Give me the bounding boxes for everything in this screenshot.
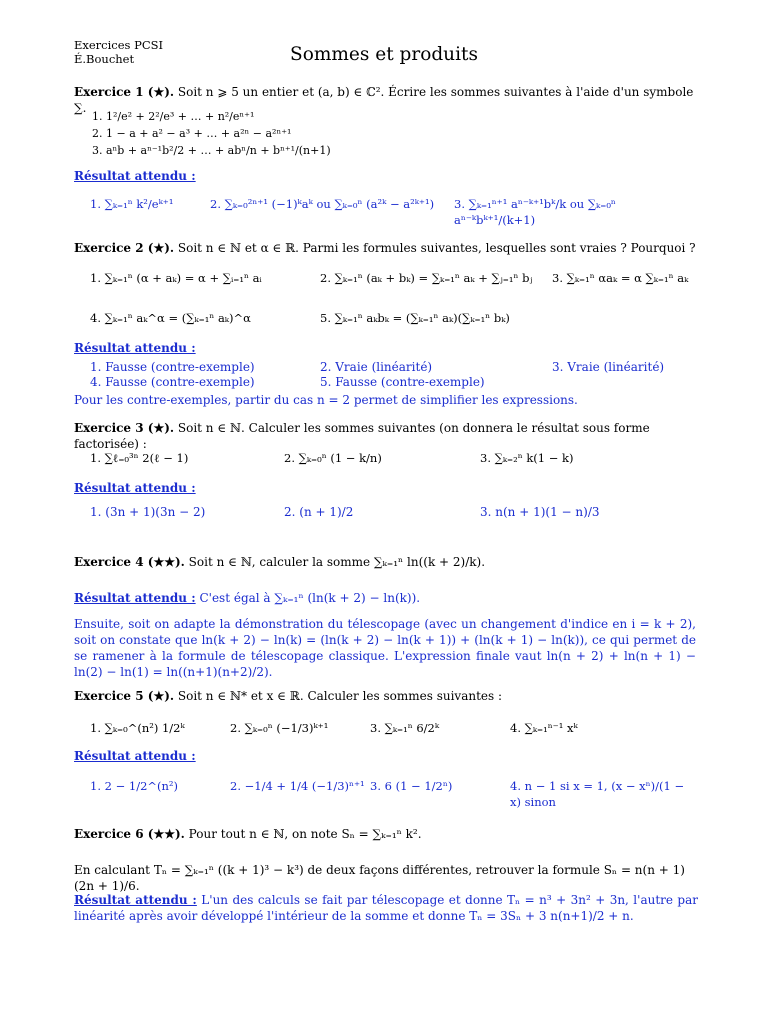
answer-3: 3. ∑ₖ₌₁ⁿ⁺¹ aⁿ⁻ᵏ⁺¹bᵏ/k ou ∑ₖ₌₀ⁿ aⁿ⁻ᵏbᵏ⁺¹/(k+1)	[454, 197, 616, 227]
result-label: Résultat attendu :	[74, 481, 196, 495]
answer-3: 3. Vraie (linéarité)	[552, 360, 665, 374]
exercise-item: 2. ∑ₖ₌₁ⁿ (aₖ + bₖ) = ∑ₖ₌₁ⁿ aₖ + ∑ⱼ₌₁ⁿ bⱼ	[320, 271, 533, 285]
answer-5: 5. Fausse (contre-exemple)	[320, 375, 485, 389]
exercise-item: 2. ∑ₖ₌₀ⁿ (−1/3)ᵏ⁺¹	[230, 721, 329, 735]
exercise-statement: Soit n ∈ ℕ, calculer la somme ∑ₖ₌₁ⁿ ln((k + 2)/k).	[188, 555, 486, 569]
answer-1: 1. ∑ₖ₌₁ⁿ k²/eᵏ⁺¹	[90, 197, 174, 211]
answer-3: 3. 6 (1 − 1/2ⁿ)	[370, 779, 453, 793]
exercise-heading: Exercice 1 (★).	[74, 85, 175, 99]
result-label: Résultat attendu :	[74, 749, 196, 763]
exercise-statement-2: En calculant Tₙ = ∑ₖ₌₁ⁿ ((k + 1)³ − k³) de deux façons différentes, retrouver la formule Sₙ = n(n + 1)(2n + 1)/6.	[74, 863, 685, 893]
result-label: Résultat attendu :	[74, 591, 196, 605]
answer-1: 1. Fausse (contre-exemple)	[90, 360, 255, 374]
exercise-heading: Exercice 5 (★).	[74, 689, 175, 703]
exercise-statement: Soit n ∈ ℕ et α ∈ ℝ. Parmi les formules suivantes, lesquelles sont vraies ? Pourquoi ?	[177, 241, 696, 255]
course-name: Exercices PCSI	[74, 38, 164, 52]
note: Pour les contre-exemples, partir du cas n = 2 permet de simplifier les expressions.	[74, 393, 578, 407]
page-title: Sommes et produits	[290, 44, 478, 65]
exercise-statement: Soit n ∈ ℕ. Calculer les sommes suivantes (on donnera le résultat sous forme factorisée) :	[74, 421, 650, 451]
exercise-item: 4. ∑ₖ₌₁ⁿ aₖ^α = (∑ₖ₌₁ⁿ aₖ)^α	[90, 311, 251, 325]
exercise-item: 1. ∑ₖ₌₀^(n²) 1/2ᵏ	[90, 721, 185, 735]
answer-2: 2. ∑ₖ₌₀²ⁿ⁺¹ (−1)ᵏaᵏ ou ∑ₖ₌₀ⁿ (a²ᵏ − a²ᵏ⁺¹)	[210, 197, 435, 211]
exercise-heading: Exercice 2 (★).	[74, 241, 175, 255]
exercise-item: 5. ∑ₖ₌₁ⁿ aₖbₖ = (∑ₖ₌₁ⁿ aₖ)(∑ₖ₌₁ⁿ bₖ)	[320, 311, 510, 325]
answer-4: 4. Fausse (contre-exemple)	[90, 375, 255, 389]
answer-2: 2. Vraie (linéarité)	[320, 360, 433, 374]
exercise-statement: Soit n ⩾ 5 un entier et (a, b) ∈ ℂ². Écrire les sommes suivantes à l'aide d'un symbole ∑.	[74, 85, 694, 115]
answer-1: 1. (3n + 1)(3n − 2)	[90, 505, 206, 519]
exercise-item: 4. ∑ₖ₌₁ⁿ⁻¹ xᵏ	[510, 721, 578, 735]
answer-4: 4. n − 1 si x = 1, (x − xⁿ)/(1 − x) sinon	[510, 779, 685, 809]
answer-3: 3. n(n + 1)(1 − n)/3	[480, 505, 600, 519]
exercise-item: 3. aⁿb + aⁿ⁻¹b²/2 + … + abⁿ/n + bⁿ⁺¹/(n+1)	[92, 144, 331, 157]
exercise-item: 2. 1 − a + a² − a³ + … + a²ⁿ − a²ⁿ⁺¹	[92, 127, 292, 140]
result-label: Résultat attendu :	[74, 893, 197, 907]
result-label: Résultat attendu :	[74, 341, 196, 355]
result-label: Résultat attendu :	[74, 169, 196, 183]
answer-body: Ensuite, soit on adapte la démonstration du télescopage (avec un changement d'indice en i = k + 2), soit on constate que ln(k + 2) − ln(k) = (ln(k + 2) − ln(k + 1)) + (ln(k + 1) − ln(k)), ce qui permet de se ramener à la formule de télescopage classique. L'expression finale vaut ln(n + 2) + ln(n + 1) − ln(2) − ln(1) = ln((n+1)(n+2)/2).	[74, 617, 696, 679]
exercise-statement: Soit n ∈ ℕ* et x ∈ ℝ. Calculer les sommes suivantes :	[177, 689, 503, 703]
exercise-statement: Pour tout n ∈ ℕ, on note Sₙ = ∑ₖ₌₁ⁿ k².	[188, 827, 422, 841]
answer-2: 2. −1/4 + 1/4 (−1/3)ⁿ⁺¹	[230, 779, 365, 793]
exercise-item: 3. ∑ₖ₌₁ⁿ 6/2ᵏ	[370, 721, 440, 735]
exercise-item: 1. ∑ₖ₌₁ⁿ (α + aₖ) = α + ∑ᵢ₌₁ⁿ aᵢ	[90, 271, 262, 285]
exercise-items	[92, 108, 331, 159]
exercise-item: 3. ∑ₖ₌₂ⁿ k(1 − k)	[480, 451, 574, 465]
exercise-item: 1. ∑ℓ₌₀³ⁿ 2(ℓ − 1)	[90, 451, 189, 465]
exercise-item: 1. 1²/e² + 2²/e³ + … + n²/eⁿ⁺¹	[92, 110, 255, 123]
exercise-heading: Exercice 4 (★★).	[74, 555, 185, 569]
exercise-item: 3. ∑ₖ₌₁ⁿ αaₖ = α ∑ₖ₌₁ⁿ aₖ	[552, 271, 689, 285]
answer-intro: C'est égal à ∑ₖ₌₁ⁿ (ln(k + 2) − ln(k)).	[199, 591, 421, 605]
answer-1: 1. 2 − 1/2^(n²)	[90, 779, 179, 793]
exercise-heading: Exercice 6 (★★).	[74, 827, 185, 841]
answer: L'un des calculs se fait par télescopage et donne Tₙ = n³ + 3n² + 3n, l'autre par linéarité après avoir développé l'intérieur de la somme et donne Tₙ = 3Sₙ + 3 n(n+1)/2 + n.	[74, 893, 698, 923]
exercise-heading: Exercice 3 (★).	[74, 421, 175, 435]
exercise-item: 2. ∑ₖ₌₀ⁿ (1 − k/n)	[284, 451, 382, 465]
author-name: É.Bouchet	[74, 52, 135, 66]
answer-2: 2. (n + 1)/2	[284, 505, 354, 519]
